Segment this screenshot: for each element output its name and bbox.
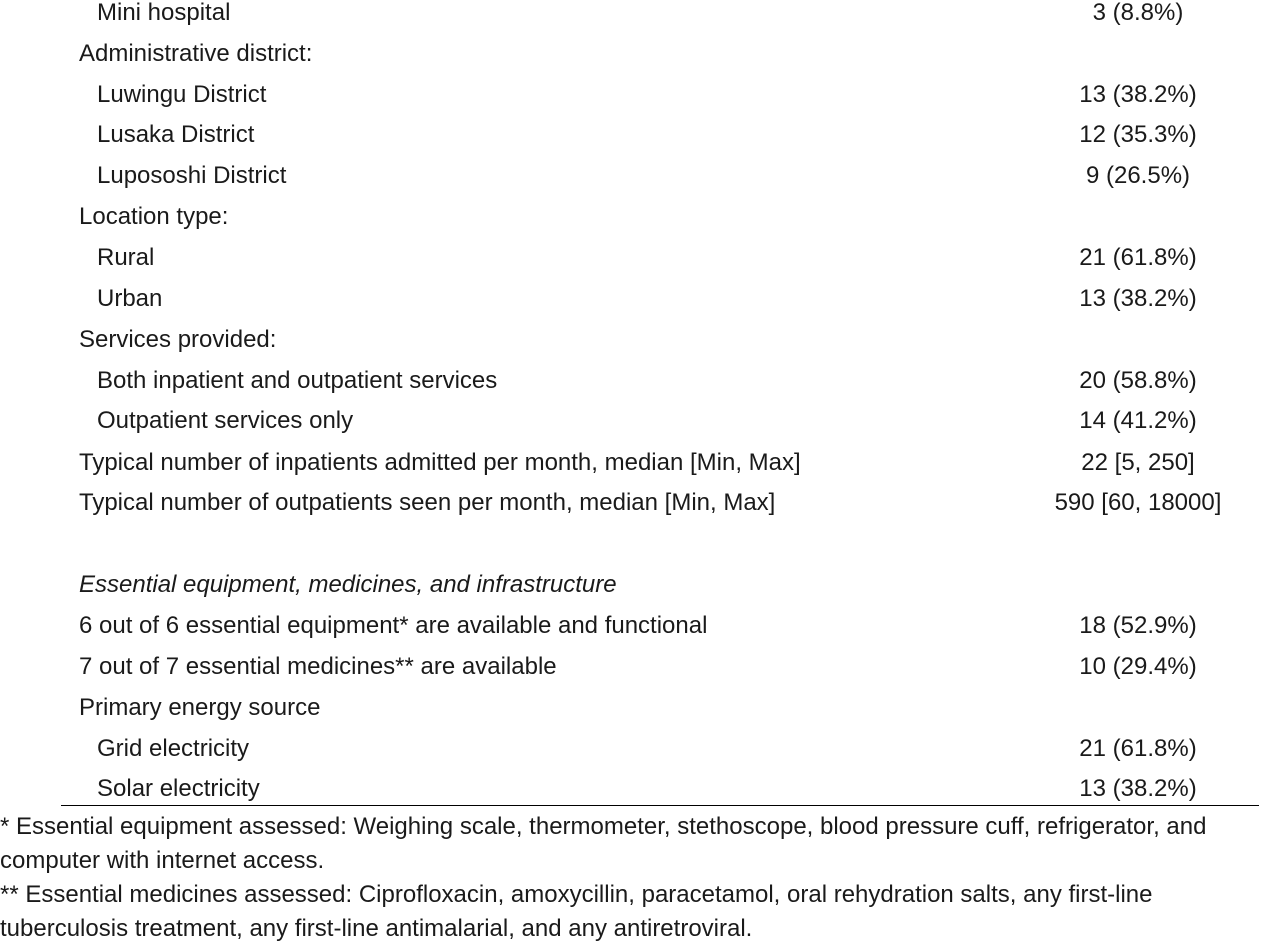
footnote-medicines: ** Essential medicines assessed: Ciprofloxacin, amoxycillin, paracetamol, oral rehydration salts, any first-line tuberculosis treatment, any first-line antimalarial, and any antiretroviral. <box>0 881 1153 942</box>
table-row <box>0 360 1280 401</box>
row-label: Administrative district: <box>79 40 313 67</box>
row-label: Grid electricity <box>97 735 250 762</box>
row-label: Solar electricity <box>97 775 260 802</box>
row-value: 14 (41.2%) <box>1079 407 1197 434</box>
row-value: 9 (26.5%) <box>1085 162 1191 189</box>
table-row <box>0 114 1280 155</box>
row-label: Location type: <box>79 203 229 230</box>
section-heading: Essential equipment, medicines, and infrastructure <box>79 571 617 598</box>
table-row <box>0 278 1280 319</box>
table-row <box>0 155 1280 196</box>
row-value: 13 (38.2%) <box>1079 285 1197 312</box>
table-row <box>0 646 1280 687</box>
row-label: Services provided: <box>79 326 277 353</box>
row-value: 13 (38.2%) <box>1079 775 1197 802</box>
table-row <box>0 33 1280 74</box>
row-label: Typical number of inpatients admitted per month, median [Min, Max] <box>79 449 801 476</box>
table-row <box>0 482 1280 523</box>
footnote-equipment: * Essential equipment assessed: Weighing scale, thermometer, stethoscope, blood pressure cuff, refrigerator, and computer with internet access. <box>0 813 1207 874</box>
row-value: 21 (61.8%) <box>1079 735 1197 762</box>
table-row <box>0 523 1280 564</box>
table-row <box>0 400 1280 441</box>
row-label: Both inpatient and outpatient services <box>97 367 498 394</box>
table-row <box>0 74 1280 115</box>
table-bottom-rule <box>61 805 1259 806</box>
table-row <box>0 237 1280 278</box>
row-label: 7 out of 7 essential medicines** are available <box>79 653 557 680</box>
table-row <box>0 0 1280 33</box>
row-value: 590 [60, 18000] <box>1054 489 1222 516</box>
table-row <box>0 728 1280 769</box>
row-value: 18 (52.9%) <box>1079 612 1197 639</box>
row-label: Outpatient services only <box>97 407 354 434</box>
row-value: 3 (8.8%) <box>1092 0 1184 26</box>
table-row <box>0 687 1280 728</box>
table-row <box>0 442 1280 483</box>
section-heading-row <box>0 564 1280 605</box>
table-row <box>0 605 1280 646</box>
row-label: Luwingu District <box>97 81 267 108</box>
table-row <box>0 196 1280 237</box>
table-row <box>0 768 1280 809</box>
row-label: Lusaka District <box>97 121 255 148</box>
row-label: Typical number of outpatients seen per month, median [Min, Max] <box>79 489 776 516</box>
row-value: 22 [5, 250] <box>1081 449 1195 476</box>
row-value: 10 (29.4%) <box>1079 653 1197 680</box>
table-row <box>0 319 1280 360</box>
footnotes <box>0 810 1280 946</box>
row-label: Urban <box>97 285 163 312</box>
row-label: Primary energy source <box>79 694 321 721</box>
row-label: Mini hospital <box>97 0 231 26</box>
row-value: 13 (38.2%) <box>1079 81 1197 108</box>
row-value: 21 (61.8%) <box>1079 244 1197 271</box>
row-value: 20 (58.8%) <box>1079 367 1197 394</box>
row-label: Rural <box>97 244 155 271</box>
row-value: 12 (35.3%) <box>1079 121 1197 148</box>
row-label: Lupososhi District <box>97 162 287 189</box>
row-label: 6 out of 6 essential equipment* are available and functional <box>79 612 708 639</box>
